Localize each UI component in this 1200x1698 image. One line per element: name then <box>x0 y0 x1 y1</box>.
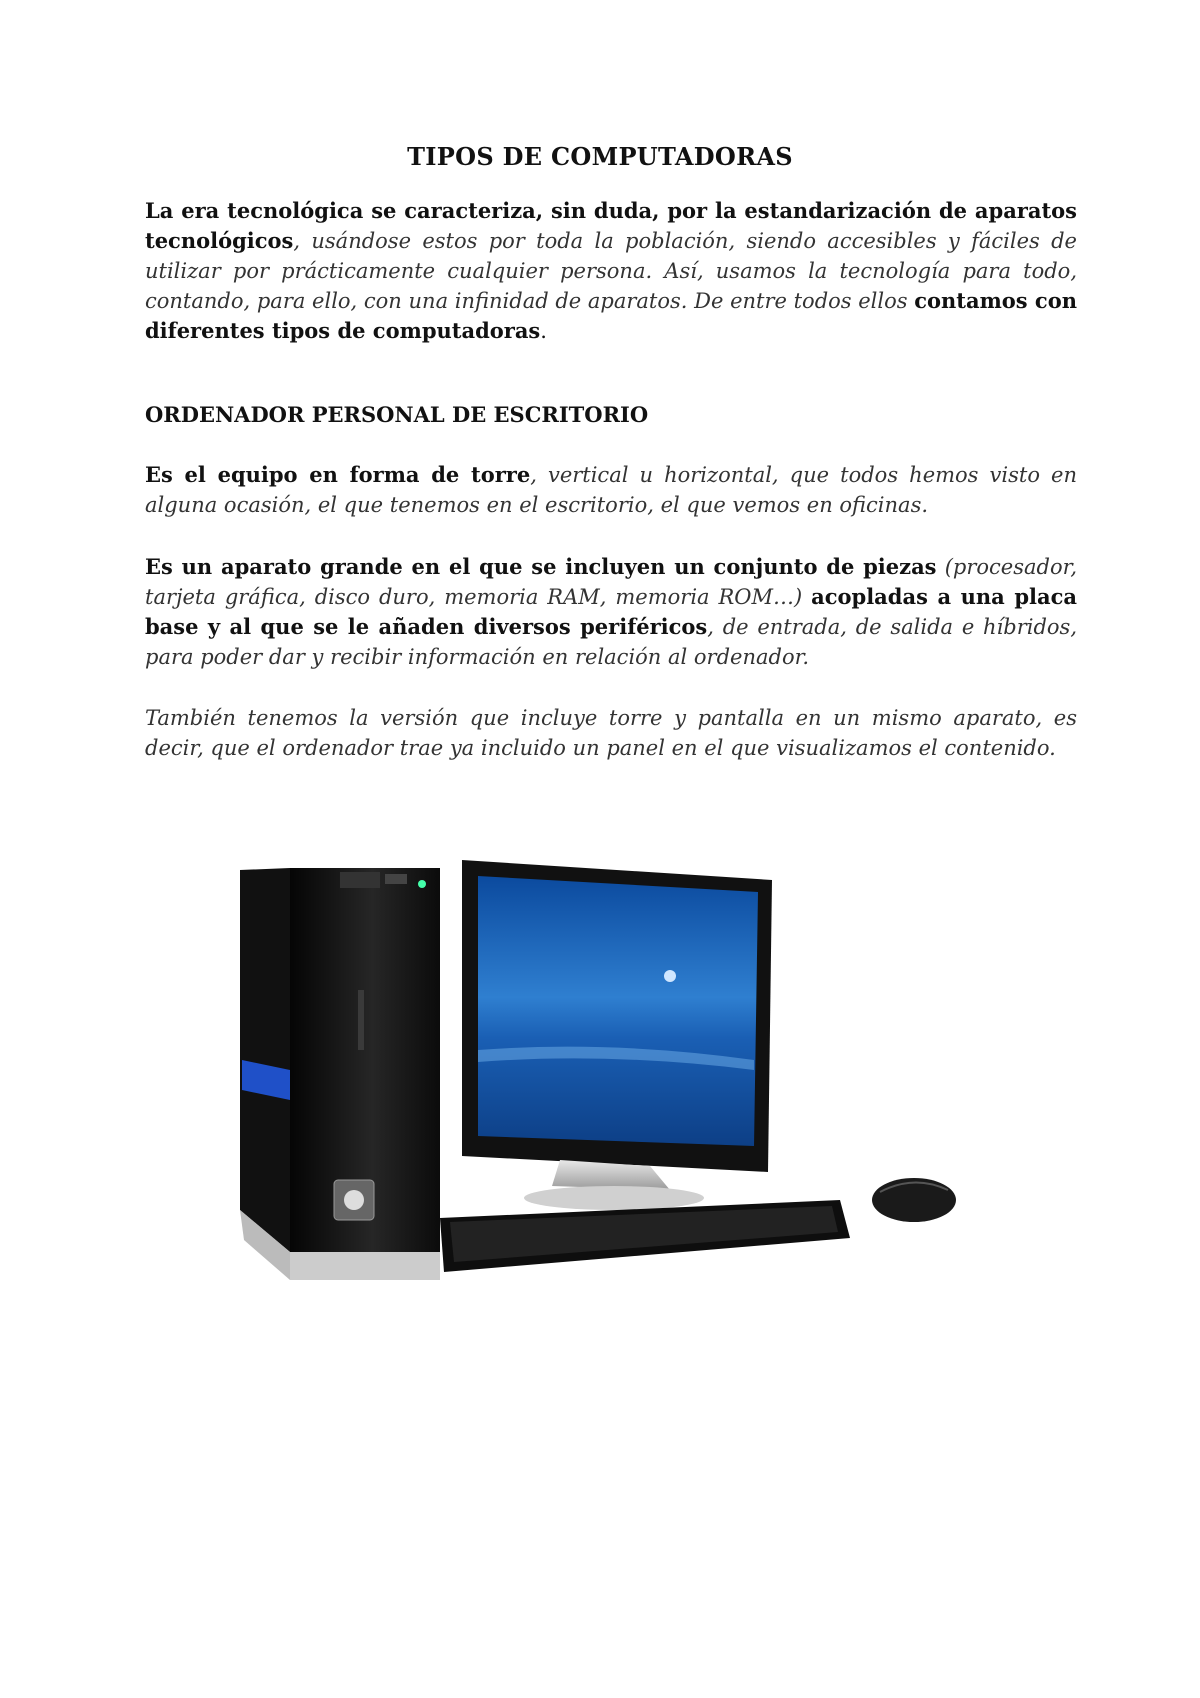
p2-italic-1: , vertical u horizontal, que todos hemos visto en alguna ocasión, el que tenemos en el escritorio, el que vemos en oficinas. <box>145 463 1077 517</box>
p2-bold-1: Es el equipo en forma de torre <box>145 462 531 487</box>
intro-paragraph <box>145 196 1077 346</box>
desktop-computer-illustration <box>230 860 990 1310</box>
paragraph-4 <box>145 703 1077 763</box>
paragraph-2-block <box>145 460 1077 520</box>
paragraph-3-block <box>145 552 1077 672</box>
p3-italic-2: , de entrada, de salida e híbridos, para poder dar y recibir información en relación al ordenador. <box>145 615 1077 669</box>
p3-bold-2: acopladas a una placa base y al que se le añaden diversos periféricos <box>145 584 1077 639</box>
paragraph-2 <box>145 460 1077 520</box>
paragraph-3 <box>145 552 1077 672</box>
section-heading-block <box>145 400 1077 430</box>
page-title: TIPOS DE COMPUTADORAS <box>407 142 793 171</box>
intro-period: . <box>540 319 547 343</box>
section-heading: ORDENADOR PERSONAL DE ESCRITORIO <box>145 402 649 427</box>
keyboard-icon <box>440 1200 850 1272</box>
paragraph-4-block <box>145 703 1077 763</box>
monitor-icon <box>462 860 772 1210</box>
intro-italic-1: , usándose estos por toda la población, siendo accesibles y fáciles de utilizar por prácticamente cualquier persona. Así, usamos la tecnología para todo, contando, para ello, con una infinidad de aparatos. De entre todos ellos <box>145 229 1077 313</box>
mouse-icon <box>872 1178 956 1222</box>
desktop-computer-figure <box>230 860 990 1310</box>
p3-italic-1: (procesador, tarjeta gráfica, disco duro, memoria RAM, memoria ROM…) <box>145 555 1077 609</box>
intro-bold-1: La era tecnológica se caracteriza, sin duda, por la estandarización de aparatos tecnológicos <box>145 198 1077 253</box>
intro-paragraph-block <box>145 196 1077 346</box>
intro-bold-2: contamos con diferentes tipos de computadoras <box>145 288 1077 343</box>
desktop-tower-icon <box>240 868 440 1280</box>
p3-bold-1: Es un aparato grande en el que se incluyen un conjunto de piezas <box>145 554 937 579</box>
p4-italic: También tenemos la versión que incluye torre y pantalla en un mismo aparato, es decir, que el ordenador trae ya incluido un panel en el que visualizamos el contenido. <box>145 706 1077 760</box>
